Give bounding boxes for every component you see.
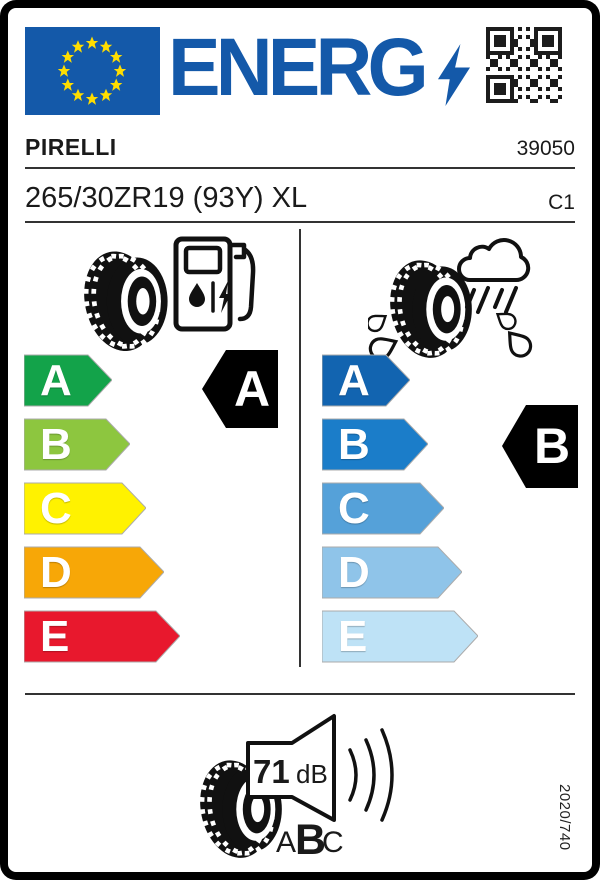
regulation-number: 2020/740 [556, 784, 573, 851]
wet-grip-scale-row [322, 482, 444, 534]
wet-grip-rating-indicator [502, 405, 578, 488]
wet-grip-scale-row [322, 418, 428, 470]
scale-letter: E [338, 612, 368, 661]
qr-code [486, 27, 562, 103]
fuel-scale-row [24, 546, 164, 598]
fuel-scale-row [24, 610, 180, 662]
tyre-with-rain-cloud-icon [368, 228, 600, 362]
wet-grip-scale-row [322, 610, 478, 662]
article-number: 39050 [516, 137, 575, 160]
supplier-name: PIRELLI [25, 134, 117, 160]
wet-grip-rating-letter: B [533, 418, 571, 474]
scale-letter: A [338, 356, 370, 405]
wet-grip-scale-row [322, 546, 462, 598]
tyre-icon [75, 245, 167, 355]
noise-value: 71 [253, 753, 290, 790]
rain-cloud-icon [459, 240, 528, 312]
scale-letter: C [338, 484, 370, 533]
scale-letter: E [40, 612, 70, 661]
tyre-class: C1 [548, 191, 575, 214]
wet-grip-scale-row [322, 354, 410, 406]
lightning-bolt-icon [437, 44, 471, 106]
noise-class-letters [276, 816, 344, 864]
fuel-efficiency-rating-indicator [202, 350, 278, 428]
sound-waves-icon [350, 730, 392, 820]
divider-line [25, 167, 575, 169]
scale-letter: D [338, 548, 370, 597]
tyre-designation: 265/30ZR19 (93Y) XL [25, 182, 308, 214]
noise-class-c: C [322, 826, 344, 859]
fuel-pump-icon [176, 239, 253, 329]
fuel-scale-row [24, 418, 130, 470]
divider-line [25, 693, 575, 695]
fuel-scale-row [24, 354, 112, 406]
divider-line [25, 221, 575, 223]
tyre-with-speaker-icon [150, 700, 460, 870]
scale-letter: B [338, 420, 370, 469]
scale-letter: A [40, 356, 72, 405]
scale-letter: B [40, 420, 72, 469]
fuel-scale-row [24, 482, 146, 534]
fuel-rating-letter: A [233, 361, 271, 417]
energ-logo [168, 22, 471, 114]
noise-class-a: A [276, 826, 297, 859]
noise-unit: dB [296, 759, 328, 789]
scale-letter: C [40, 484, 72, 533]
noise-class-b: B [295, 816, 327, 864]
scale-letter: D [40, 548, 72, 597]
energ-logo-text: ENERG [168, 22, 424, 113]
tyre-with-fuel-pump-icon [70, 233, 300, 355]
eu-flag-icon [25, 27, 160, 115]
